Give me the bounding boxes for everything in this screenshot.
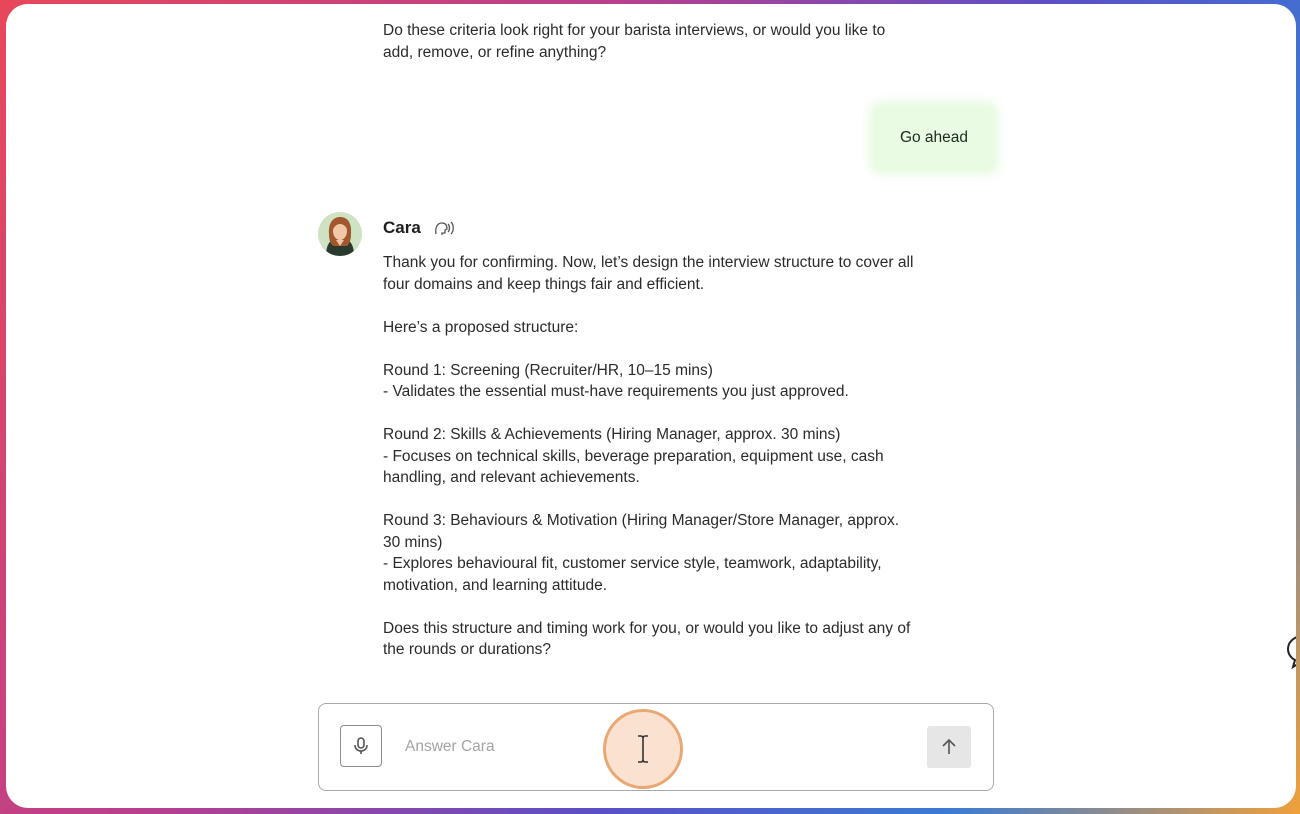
user-message-bubble — [874, 106, 994, 170]
chat-bubble-icon[interactable] — [1284, 632, 1296, 670]
cursor-highlight — [603, 709, 683, 789]
assistant-message: Thank you for confirming. Now, let’s design the interview structure to cover all four domains and keep things fair and efficient. Here’s a proposed structure: Round 1: Screening (Recruiter/HR, 10–15 mins) - Validates the essential must-have requirements you just approved. Round 2: Skills & Achievements (Hiring Manager, approx. 30 mins) - Focuses on technical skills, beverage preparation, equipment use, cash handling, and relevant achievements. Round 3: Behaviours & Motivation (Hiring Manager/Store Manager, approx. 30 mins) - Explores behavioural fit, customer service style, teamwork, adaptability, motivation, and learning attitude. Does this structure and timing work for you, or would you like to adjust any of the rounds or durations? — [383, 254, 914, 658]
microphone-icon — [352, 736, 370, 756]
previous-assistant-message: Do these criteria look right for your barista interviews, or would you like to add, remove, or refine anything? — [383, 22, 886, 61]
app-window — [6, 4, 1296, 808]
arrow-up-icon — [940, 738, 958, 756]
microphone-button[interactable] — [340, 725, 382, 767]
assistant-header — [383, 218, 455, 238]
woman-portrait-avatar-icon — [318, 212, 362, 256]
speaking-head-icon[interactable] — [433, 219, 455, 237]
text-cursor-icon — [636, 734, 650, 764]
assistant-avatar — [318, 212, 362, 256]
send-button[interactable] — [927, 726, 971, 768]
chat-transcript — [6, 4, 1296, 694]
user-message-text: Go ahead — [899, 129, 969, 146]
assistant-name: Cara — [383, 218, 421, 237]
